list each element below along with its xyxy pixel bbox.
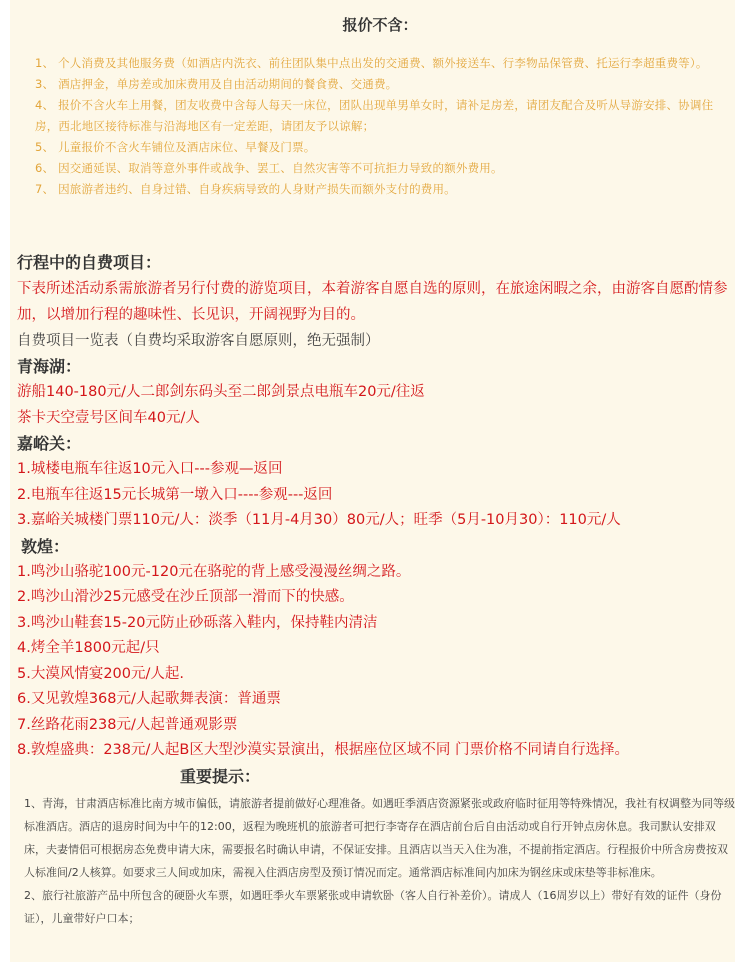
optional-activities-section [17,250,732,764]
qinghai-item: 茶卡天空壹号区间车40元/人 [17,409,200,426]
dunhuang-heading: 敦煌： [21,536,70,556]
document-page [10,0,735,962]
exclusion-item: 7、 因旅游者违约、自身过错、自身疾病导致的人身财产损失而额外支付的费用。 [35,182,456,196]
exclusion-item: 5、 儿童报价不含火车铺位及酒店床位、早餐及门票。 [35,140,316,154]
dunhuang-item: 4.烤全羊1800元起/只 [17,640,160,656]
qinghai-heading: 青海湖： [17,357,82,376]
dunhuang-item: 1.鸣沙山骆驼100元-120元在骆驼的背上感受漫漫丝绸之路。 [17,563,411,580]
dunhuang-item: 5.大漠风情宴200元/人起. [17,665,185,682]
optional-activities-title: 行程中的自费项目： [17,253,162,272]
important-note-paragraph: 1、青海，甘肃酒店标准比南方城市偏低，请旅游者提前做好心理准备。如遇旺季酒店资源紧张或政府临时征用等特殊情况，我社有权调整为同等级标准酒店。酒店的退房时间为中午的12:00，返程为晚班机的旅游者可把行李寄存在酒店前台后自由活动或自行开钟点房休息。我司默认安排双床，夫妻情侣可根据房态免费申请大床，需要报名时确认申请，不保证安排。且酒店以当天入住为准，不提前指定酒店。行程报价中所含房费按双人标准间/2人核算。如要求三人间或加床，需视入住酒店房型及预订情况而定。通常酒店标准间内加床为钢丝床或床垫等非标准床。 [24,797,735,879]
dunhuang-item: 7.丝路花雨238元/人起普通观影票 [17,716,238,733]
optional-activities-intro: 下表所述活动系需旅游者另行付费的游览项目，本着游客自愿自选的原则，在旅途闲暇之余，由游客自愿酌情参加，以增加行程的趣味性、长见识，开阔视野为目的。 [17,281,728,323]
important-notes [24,792,736,930]
exclusion-list [35,53,730,200]
jiayuguan-heading: 嘉峪关： [17,434,82,453]
exclusion-item: 1、 个人消费及其他服务费（如酒店内洗衣、前往团队集中点出发的交通费、额外接送车、行李物品保管费、托运行李超重费等）。 [35,56,708,70]
jiayuguan-item: 2.电瓶车往返15元长城第一墩入口----参观---返回 [17,486,333,503]
exclusion-item: 3、 酒店押金，单房差或加床费用及自由活动期间的餐食费、交通费。 [35,77,398,91]
important-notes-title: 重要提示： [180,767,261,786]
exclusion-item: 6、 因交通延误、取消等意外事件或战争、罢工、自然灾害等不可抗拒力导致的额外费用。 [35,161,503,175]
qinghai-item: 游船140-180元/人二郎剑东码头至二郎剑景点电瓶车20元/往返 [17,384,425,400]
dunhuang-item: 6.又见敦煌368元/人起歌舞表演：普通票 [17,691,281,707]
exclusions-title: 报价不含： [342,16,418,34]
dunhuang-item: 8.敦煌盛典：238元/人起B区大型沙漠实景演出，根据座位区域不同 门票价格不同请自行选择。 [17,742,629,758]
important-note-paragraph: 2、旅行社旅游产品中所包含的硬卧火车票，如遇旺季火车票紧张或申请软卧（客人自行补差价）。请成人（16周岁以上）带好有效的证件（身份证），儿童带好户口本； [24,889,722,925]
jiayuguan-item: 3.嘉峪关城楼门票110元/人：淡季（11月-4月30）80元/人；旺季（5月-10月30）：110元/人 [17,512,621,528]
optional-activities-summary: 自费项目一览表（自费均采取游客自愿原则，绝无强制） [17,333,380,349]
dunhuang-item: 2.鸣沙山滑沙25元感受在沙丘顶部一滑而下的快感。 [17,589,354,605]
exclusion-item: 4、 报价不含火车上用餐，团友收费中含每人每天一床位，团队出现单男单女时，请补足房差，请团友配合及听从导游安排、协调住房，西北地区接待标准与沿海地区有一定差距，请团友予以谅解； [35,98,714,133]
dunhuang-item: 3.鸣沙山鞋套15-20元防止砂砾落入鞋内，保持鞋内清洁 [17,614,378,631]
jiayuguan-item: 1.城楼电瓶车往返10元入口---参观—返回 [17,461,283,477]
